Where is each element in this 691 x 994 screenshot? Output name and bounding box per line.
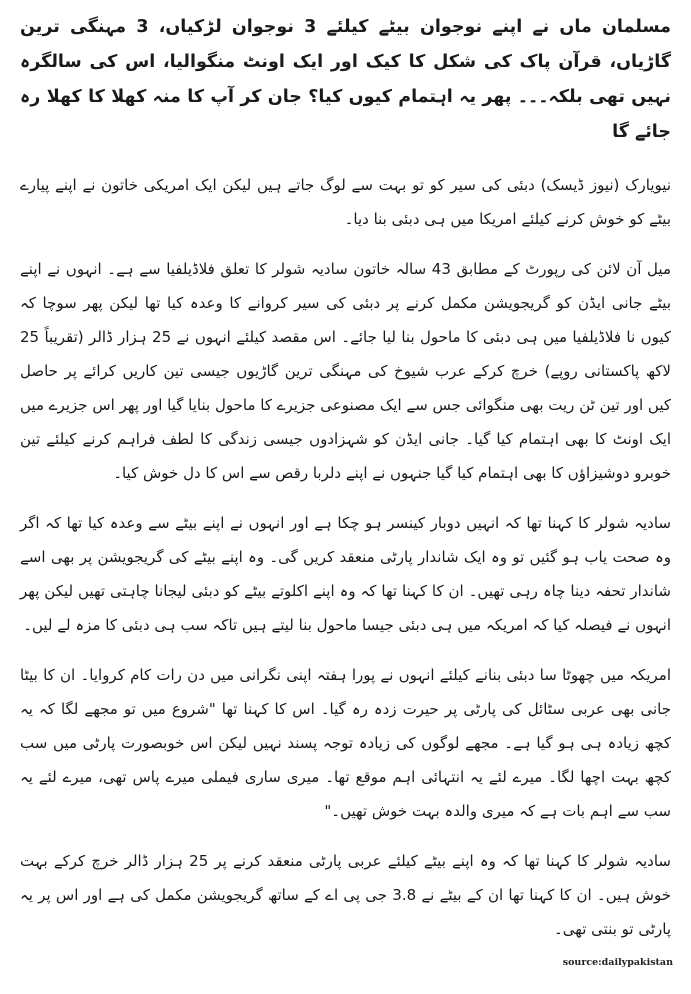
article-paragraph-3: سادیہ شولر کا کہنا تھا کہ انہیں دوبار کینسر ہو چکا ہے اور انہوں نے اپنے بیٹے سے وعدہ کیا تھا کہ اگر وہ صحت یاب ہو گئیں تو وہ ایک شاندار پارٹی منعقد کریں گی۔ وہ اپنے بیٹے کی گریجویشن پر بھی اسے شاندار تحفہ دینا چاہ رہی تھیں۔ ان کا کہنا تھا کہ وہ اپنے اکلوتے بیٹے کو دبئی لیجانا چاہتی تھیں لیکن پھر انہوں نے فیصلہ کیا کہ امریکہ میں ہی دبئی جیسا ماحول بنا لیتے ہیں تاکہ سب ہی دبئی کا مزہ لے لیں۔ — [20, 514, 671, 634]
article-paragraph-4: امریکہ میں چھوٹا سا دبئی بنانے کیلئے انہوں نے پورا ہفتہ اپنی نگرانی میں دن رات کام کروایا۔ ان کا بیٹا جانی بھی عربی سٹائل کی پارٹی پر حیرت زدہ رہ گیا۔ اس کا کہنا تھا "شروع میں تو مجھے لگا کہ یہ کچھ زیادہ ہی ہو گیا ہے۔ مجھے لوگوں کی زیادہ توجہ پسند نہیں لیکن اس خوبصورت پارٹی میں سب کچھ بہت اچھا لگا۔ میرے لئے یہ انتہائی اہم موقع تھا۔ میری ساری فیملی میرے پاس تھی، میرے لئے یہ سب سے اہم بات ہے کہ میری والدہ بہت خوش تھیں۔" — [20, 666, 671, 820]
source-credit: source:dailypakistan — [562, 957, 673, 968]
article-headline: مسلمان ماں نے اپنے نوجوان بیٹے کیلئے 3 نوجوان لڑکیاں، 3 مہنگی ترین گاڑیاں، قرآن پاک کی شکل کا کیک اور ایک اونٹ منگوالیا، اس کی سالگرہ نہیں تھی بلکہ۔۔۔ پھر یہ اہتمام کیوں کیا؟ جان کر آپ کا منہ کھلا کا کھلا رہ جائے گا — [20, 17, 672, 142]
article-paragraph-5: سادیہ شولر کا کہنا تھا کہ وہ اپنے بیٹے کیلئے عربی پارٹی منعقد کرنے پر 25 ہزار ڈالر خرچ کرکے بہت خوش ہیں۔ ان کا کہنا تھا ان کے بیٹے نے 3.8 جی پی اے کے ساتھ گریجویشن مکمل کی ہے اور اس پر یہ پارٹی تو بنتی تھی۔ — [20, 852, 671, 938]
article-paragraph-2: میل آن لائن کی رپورٹ کے مطابق 43 سالہ خاتون سادیہ شولر کا تعلق فلاڈیلفیا سے ہے۔ انہوں نے اپنے بیٹے جانی ایڈن کو گریجویشن مکمل کرنے پر دبئی کی سیر کروانے کا وعدہ کیا تھا لیکن پھر سوچا کہ کیوں نا فلاڈیلفیا میں ہی دبئی کا ماحول بنا لیا جائے۔ اس مقصد کیلئے انہوں نے 25 ہزار ڈالر (تقریباً 25 لاکھ پاکستانی روپے) خرچ کرکے عرب شیوخ کی مہنگی ترین گاڑیوں جیسی تین کاریں کرائے پر حاصل کیں اور تین ٹن ریت بھی منگوائی جس سے ایک مصنوعی جزیرے کا ماحول بنایا گیا اور پھر اس جزیرے میں ایک اونٹ کا بھی اہتمام کیا گیا۔ جانی ایڈن کو شہزادوں جیسی زندگی کا لطف فراہم کرنے کیلئے تین خوبرو دوشیزاؤں کا بھی اہتمام کیا گیا جنہوں نے اپنے دلربا رقص سے اس کا دل خوش کیا۔ — [20, 260, 672, 482]
article-paragraph-1: نیویارک (نیوز ڈیسک) دبئی کی سیر کو تو بہت سے لوگ جاتے ہیں لیکن ایک امریکی خاتون نے اپنے پیارے بیٹے کو خوش کرنے کیلئے امریکا میں ہی دبئی بنا دیا۔ — [20, 176, 671, 228]
